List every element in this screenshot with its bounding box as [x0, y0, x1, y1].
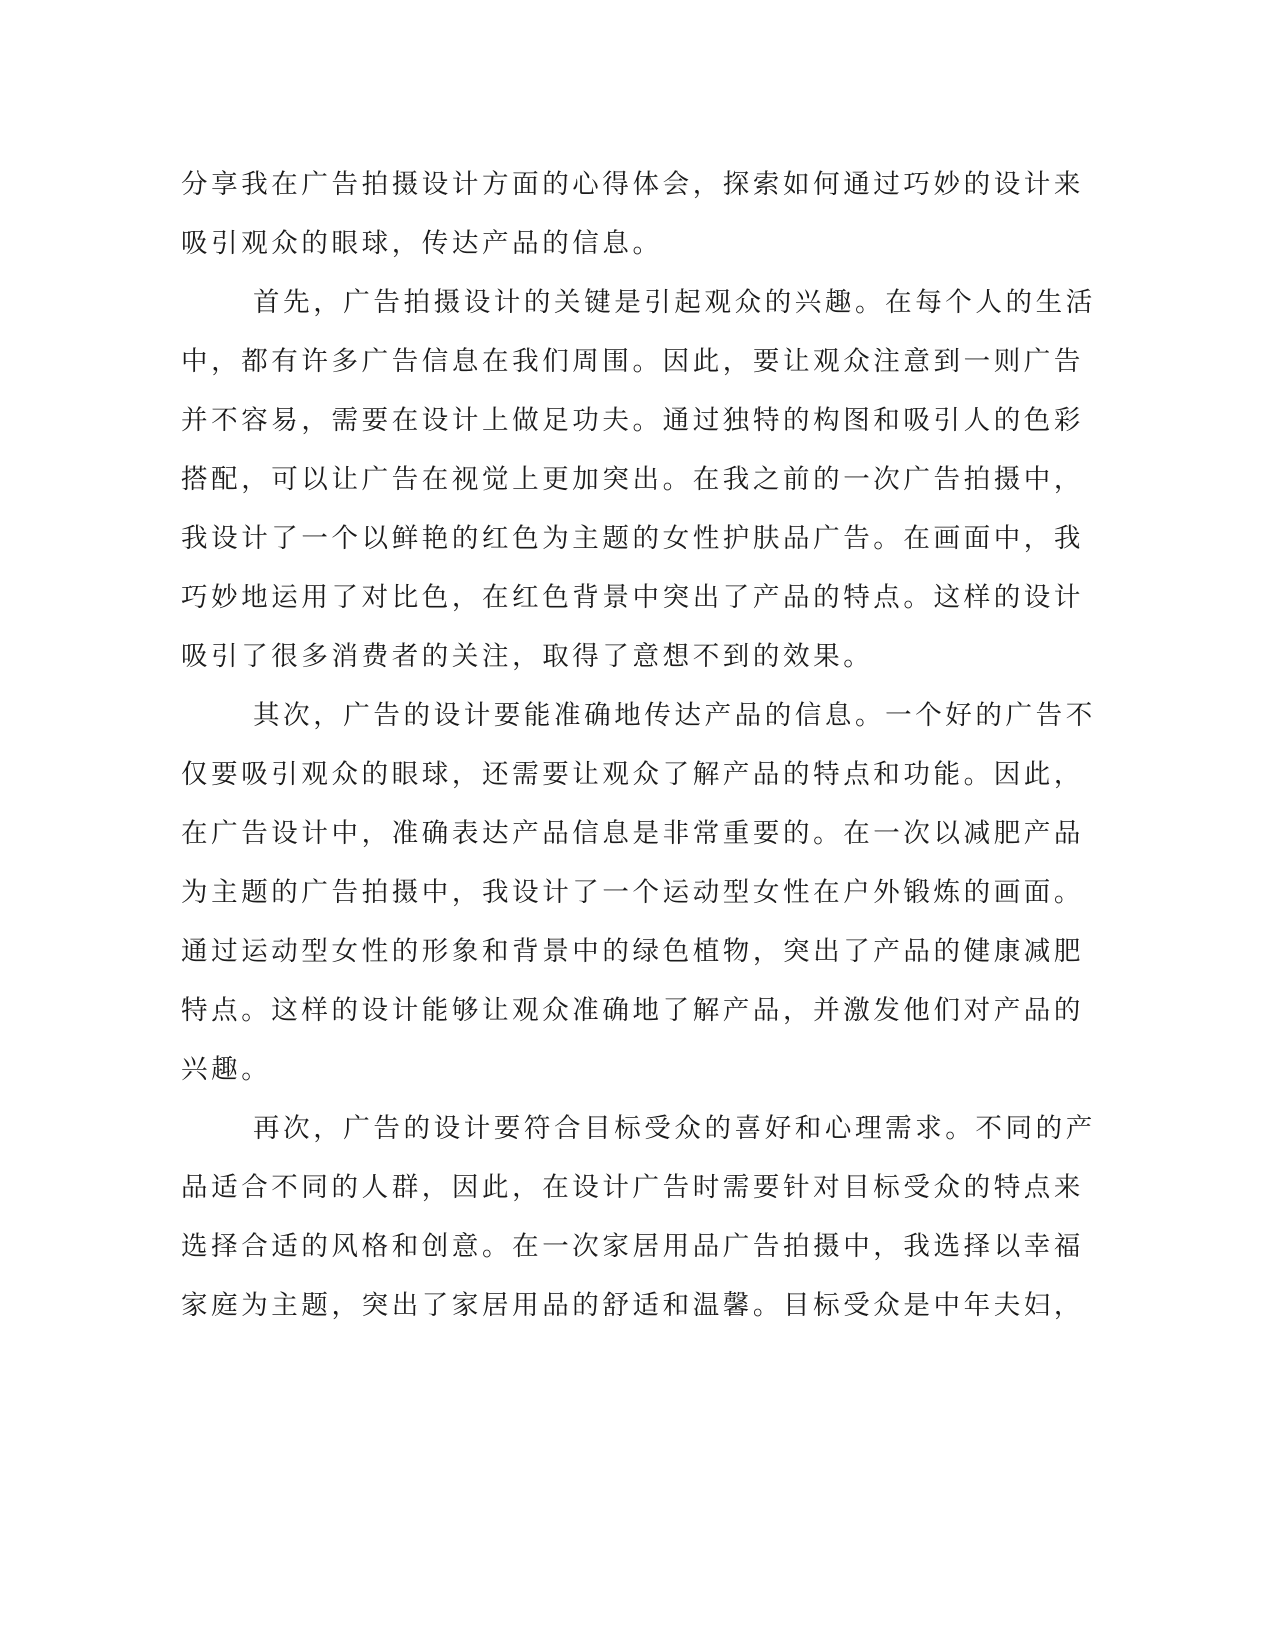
document-body	[181, 155, 1096, 1335]
text-line: 选择合适的风格和创意。在一次家居用品广告拍摄中，我选择以幸福	[181, 1231, 1084, 1262]
text-line: 分享我在广告拍摄设计方面的心得体会，探索如何通过巧妙的设计来	[181, 169, 1084, 200]
text-line: 通过运动型女性的形象和背景中的绿色植物，突出了产品的健康减肥	[181, 936, 1084, 967]
text-line: 吸引观众的眼球，传达产品的信息。	[181, 228, 663, 259]
text-line: 吸引了很多消费者的关注，取得了意想不到的效果。	[181, 641, 874, 672]
text-line: 我设计了一个以鲜艳的红色为主题的女性护肤品广告。在画面中，我	[181, 523, 1084, 554]
text-line: 特点。这样的设计能够让观众准确地了解产品，并激发他们对产品的	[181, 995, 1084, 1026]
text-line: 搭配，可以让广告在视觉上更加突出。在我之前的一次广告拍摄中，	[181, 464, 1084, 495]
text-line: 首先，广告拍摄设计的关键是引起观众的兴趣。在每个人的生活	[253, 287, 1096, 318]
text-line: 再次，广告的设计要符合目标受众的喜好和心理需求。不同的产	[253, 1113, 1096, 1144]
text-line: 其次，广告的设计要能准确地传达产品的信息。一个好的广告不	[253, 700, 1096, 731]
paragraph-1	[181, 155, 1084, 273]
text-line: 中，都有许多广告信息在我们周围。因此，要让观众注意到一则广告	[181, 346, 1084, 377]
paragraph-4	[181, 1099, 1096, 1335]
text-line: 并不容易，需要在设计上做足功夫。通过独特的构图和吸引人的色彩	[181, 405, 1084, 436]
text-line: 家庭为主题，突出了家居用品的舒适和温馨。目标受众是中年夫妇，	[181, 1290, 1084, 1321]
text-line: 仅要吸引观众的眼球，还需要让观众了解产品的特点和功能。因此，	[181, 759, 1084, 790]
text-line: 在广告设计中，准确表达产品信息是非常重要的。在一次以减肥产品	[181, 818, 1084, 849]
text-line: 巧妙地运用了对比色，在红色背景中突出了产品的特点。这样的设计	[181, 582, 1084, 613]
paragraph-3	[181, 686, 1096, 1099]
text-line: 为主题的广告拍摄中，我设计了一个运动型女性在户外锻炼的画面。	[181, 877, 1084, 908]
text-line: 品适合不同的人群，因此，在设计广告时需要针对目标受众的特点来	[181, 1172, 1084, 1203]
paragraph-2	[181, 273, 1096, 686]
text-line: 兴趣。	[181, 1054, 272, 1085]
